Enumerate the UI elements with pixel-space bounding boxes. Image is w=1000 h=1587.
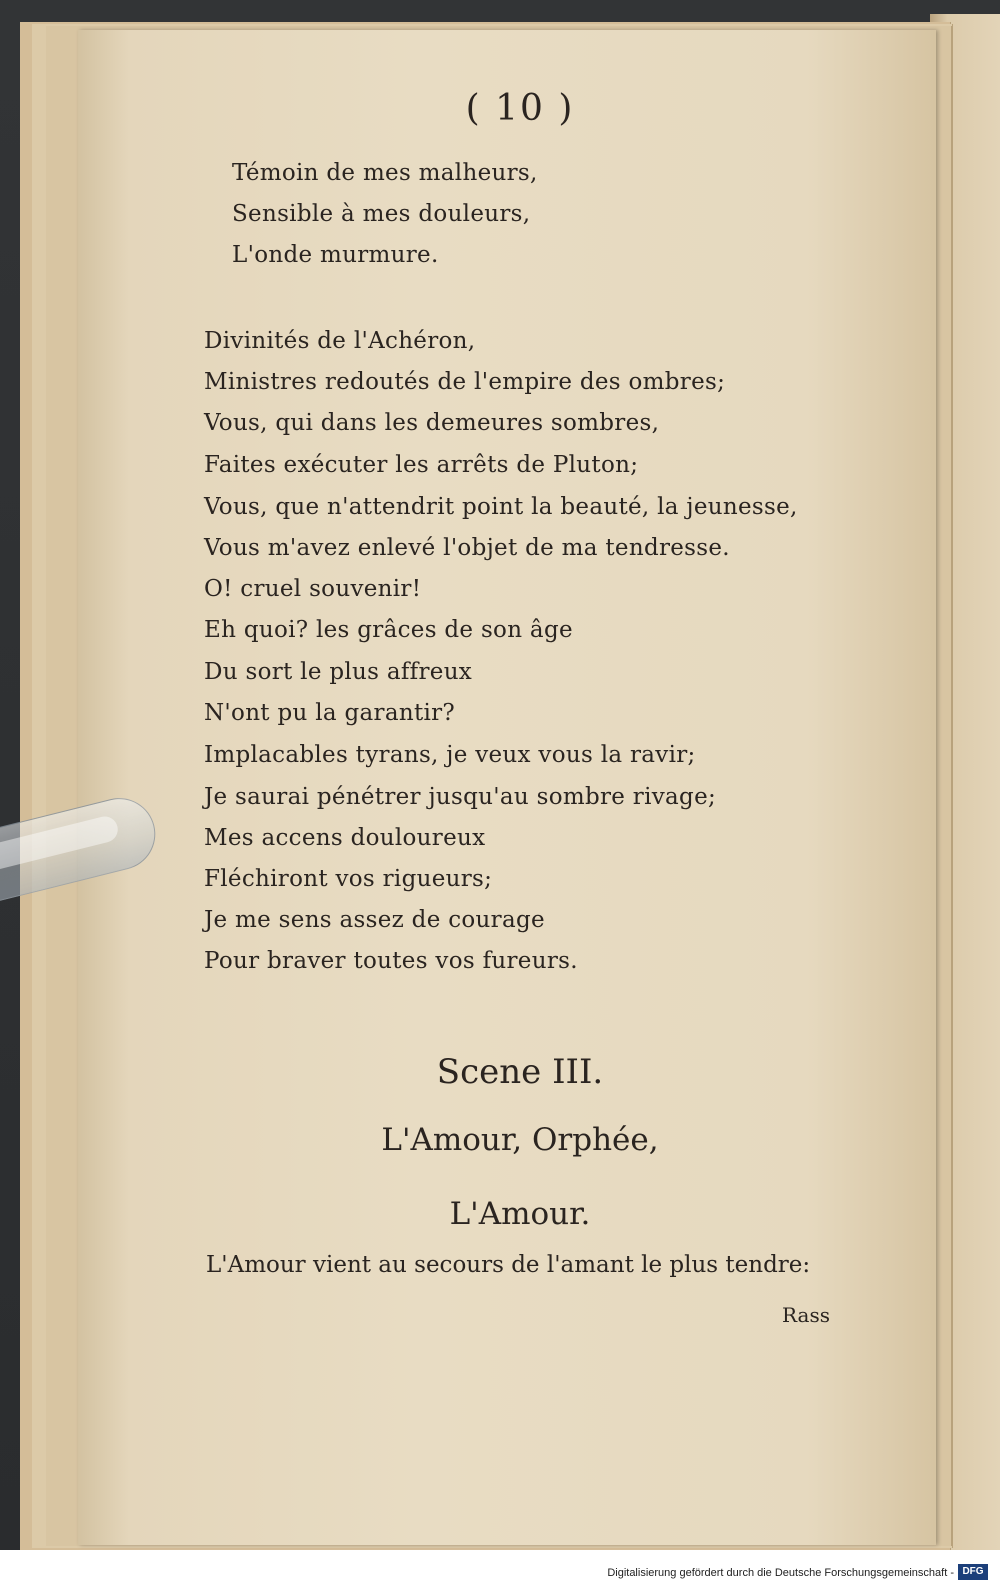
verse-line: Fléchiront vos rigueurs; xyxy=(204,866,493,892)
scene-heading: Scene III. xyxy=(436,1052,604,1092)
verse-line: Sensible à mes douleurs, xyxy=(232,201,531,227)
catchword: Rass xyxy=(782,1303,830,1327)
verse-line: Vous m'avez enlevé l'objet de ma tendresse. xyxy=(204,535,730,561)
verse-line: O! cruel souvenir! xyxy=(204,576,422,602)
verse-line: Je me sens assez de courage xyxy=(204,907,545,933)
verse-line: Vous, qui dans les demeures sombres, xyxy=(204,410,660,436)
verse-line: Vous, que n'attendrit point la beauté, la jeunesse, xyxy=(204,494,798,520)
verse-line: L'Amour vient au secours de l'amant le plus tendre: xyxy=(206,1252,811,1278)
verse-line: Eh quoi? les grâces de son âge xyxy=(204,617,573,643)
verse-line: N'ont pu la garantir? xyxy=(204,700,456,726)
character-list: L'Amour, Orphée, xyxy=(381,1122,659,1158)
verse-line: Témoin de mes malheurs, xyxy=(232,160,538,186)
verse-line: Mes accens douloureux xyxy=(204,825,486,851)
footer-credit: Digitalisierung gefördert durch die Deutsche Forschungsgemeinschaft - xyxy=(607,1567,954,1579)
verse-line: Du sort le plus affreux xyxy=(204,659,473,685)
page-number: ( 10 ) xyxy=(465,88,575,129)
verse-line: Divinités de l'Achéron, xyxy=(204,328,476,354)
verse-line: Je saurai pénétrer jusqu'au sombre rivage; xyxy=(204,784,717,810)
verse-line: L'onde murmure. xyxy=(232,242,439,268)
verse-line: Ministres redoutés de l'empire des ombres; xyxy=(204,369,726,395)
verse-line: Implacables tyrans, je veux vous la ravir; xyxy=(204,742,696,768)
verse-line: Faites exécuter les arrêts de Pluton; xyxy=(204,452,639,478)
speaker-name: L'Amour. xyxy=(449,1196,591,1232)
verse-line: Pour braver toutes vos fureurs. xyxy=(204,948,578,974)
dfg-logo: DFG xyxy=(958,1564,988,1580)
